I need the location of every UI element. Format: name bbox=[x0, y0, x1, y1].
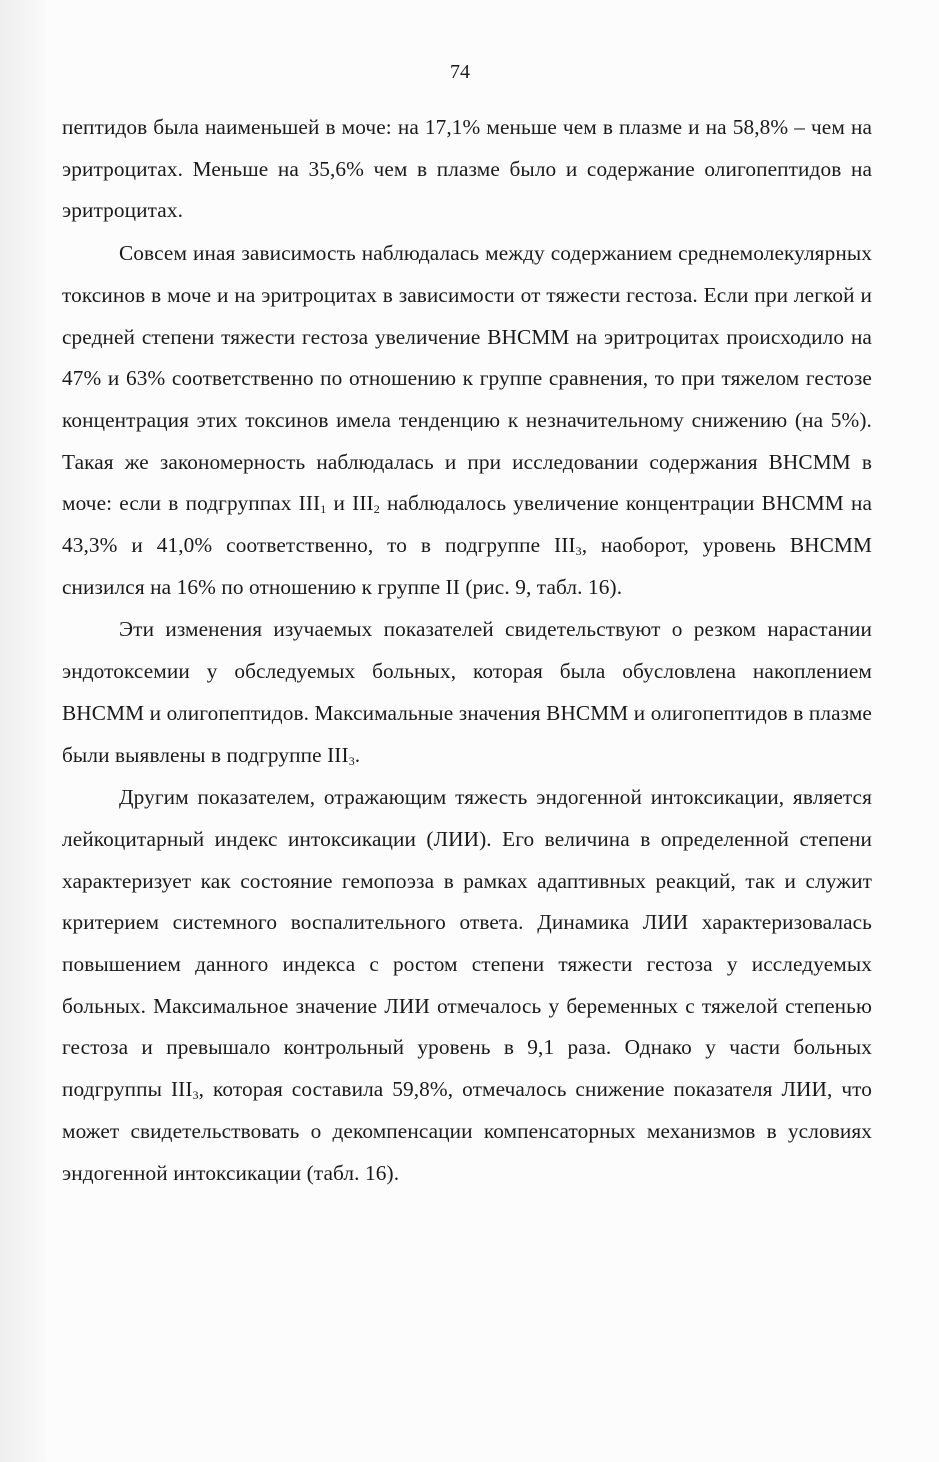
paragraph-4-text-a: Другим показателем, отражающим тяжесть эндогенной интоксикации, является лейкоцитарный индекс интоксикации (ЛИИ). Его величина в определенной степени характеризует как состояние гемопоэза в рамках адаптивных реакций, так и служит критерием системного воспалительного ответа. Динамика ЛИИ характеризовалась повышением данного индекса с ростом степени тяжести гестоза у исследуемых больных. Максимальное значение ЛИИ отмечалось у беременных с тяжелой степенью гестоза и превышало контрольный уровень в 9,1 раза. Однако у части больных подгруппы III bbox=[62, 785, 872, 1102]
paragraph-3-text-a: Эти изменения изучаемых показателей свидетельствуют о резком нарастании эндотоксемии у обследуемых больных, которая была обусловлена накоплением ВНСММ и олигопептидов. Максимальные значения ВНСММ и олигопептидов в плазме были выявлены в подгруппе III bbox=[62, 617, 872, 767]
scan-edge-shadow bbox=[0, 0, 46, 1462]
paragraph-4-text-b: , которая составила 59,8%, отмечалось снижение показателя ЛИИ, что может свидетельствовать о декомпенсации компенсаторных механизмов в условиях эндогенной интоксикации (табл. 16). bbox=[62, 1077, 873, 1185]
paragraph-2 bbox=[62, 233, 872, 608]
subscript: 3 bbox=[192, 1088, 199, 1103]
paragraph-2-text-b: и III bbox=[326, 491, 374, 516]
body-text bbox=[62, 107, 872, 1194]
subscript: 3 bbox=[575, 544, 582, 559]
subscript: 2 bbox=[373, 502, 380, 517]
paragraph-3-text-b: . bbox=[354, 742, 361, 767]
page-number: 74 bbox=[450, 61, 470, 83]
paragraph-1 bbox=[62, 107, 872, 232]
paragraph-2-text-d: , наоборот, уровень ВНСММ снизился на 16% по отношению к группе II (рис. 9, табл. 16). bbox=[62, 533, 872, 599]
paragraph-2-text-c: наблюдалось увеличение концентрации ВНСММ на 43,3% и 41,0% соответственно, то в подгруппе III bbox=[62, 491, 873, 558]
subscript: 3 bbox=[348, 753, 355, 768]
subscript: 1 bbox=[320, 502, 327, 517]
paragraph-1-text: пептидов была наименьшей в моче: на 17,1% меньше чем в плазме и на 58,8% – чем на эритроцитах. Меньше на 35,6% чем в плазме было и содержание олигопептидов на эритроцитах. bbox=[62, 115, 872, 223]
paragraph-4 bbox=[62, 777, 872, 1194]
paragraph-2-text-a: Совсем иная зависимость наблюдалась между содержанием среднемолекулярных токсинов в моче и на эритроцитах в зависимости от тяжести гестоза. Если при легкой и средней степени тяжести гестоза увеличение ВНСММ на эритроцитах происходило на 47% и 63% соответственно по отношению к группе сравнения, то при тяжелом гестозе концентрация этих токсинов имела тенденцию к незначительному снижению (на 5%). Такая же закономерность наблюдалась и при исследовании содержания ВНСММ в моче: если в подгруппах III bbox=[62, 241, 872, 516]
paragraph-3 bbox=[62, 609, 872, 776]
